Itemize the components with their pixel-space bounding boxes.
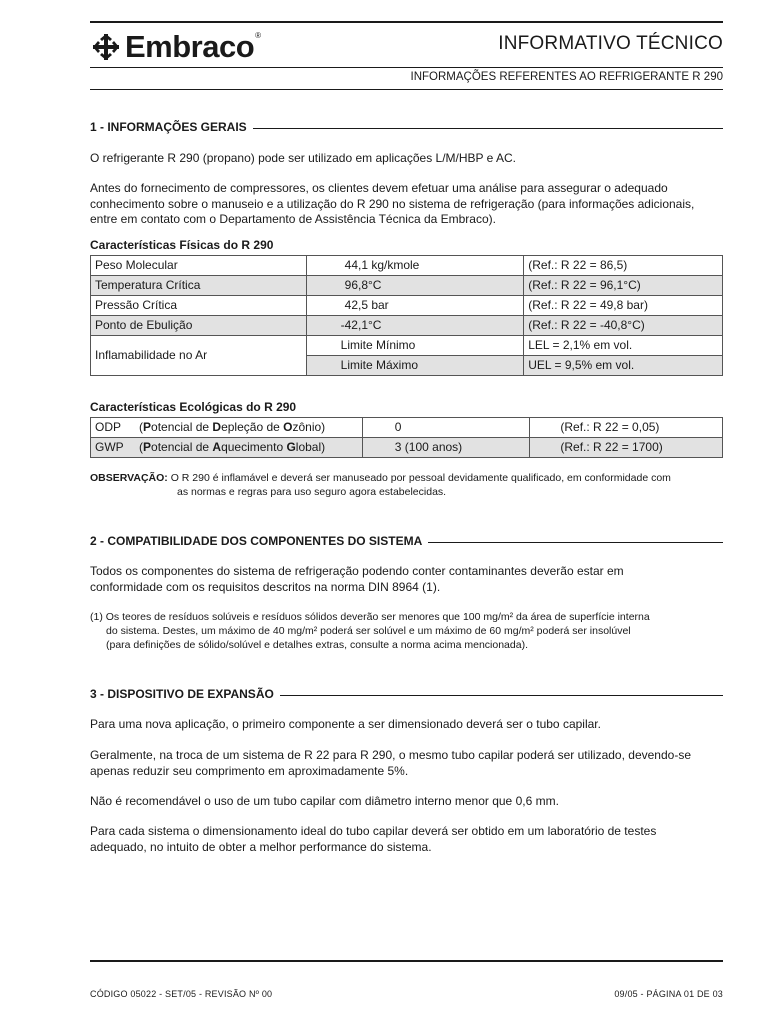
paragraph-line: adequado, no intuito de obter a melhor performance do sistema. — [90, 839, 432, 854]
paragraph-line: conhecimento sobre o manuseio e a utilização do R 290 no sistema de refrigeração (para informações adicionais, — [90, 196, 695, 211]
property-value: -42,1°C — [306, 316, 524, 336]
property-reference: (Ref.: R 22 = -40,8°C) — [524, 316, 723, 336]
property-reference: (Ref.: R 22 = 86,5) — [524, 256, 723, 276]
flammability-min-value: LEL = 2,1% em vol. — [524, 336, 723, 356]
observation-line: O R 290 é inflamável e deverá ser manuseado por pessoal devidamente qualificado, em conformidade com — [170, 472, 671, 484]
section-1-rule — [253, 128, 723, 129]
section-3-paragraph-4 — [90, 824, 730, 855]
section-2-title: 2 - COMPATIBILIDADE DOS COMPONENTES DO SISTEMA — [90, 534, 423, 548]
physical-properties-title: Características Físicas do R 290 — [90, 238, 274, 252]
section-2-footnote — [90, 610, 730, 652]
section-3-paragraph-1: Para uma nova aplicação, o primeiro componente a ser dimensionado deverá ser o tubo capilar. — [90, 717, 601, 731]
property-value: 42,5 bar — [306, 296, 524, 316]
header-rule — [90, 67, 723, 68]
section-2-heading — [90, 534, 723, 548]
paragraph-line: Para cada sistema o dimensionamento ideal do tubo capilar deverá ser obtido em um laboratório de testes — [90, 824, 657, 838]
paragraph-line: entre em contato com o Departamento de Assistência Técnica da Embraco). — [90, 212, 496, 226]
flammability-max-label: Limite Máximo — [306, 356, 524, 376]
embraco-logo — [90, 29, 261, 65]
table-row — [91, 316, 723, 336]
table-row — [91, 418, 723, 438]
brand-name: Embraco — [125, 29, 255, 64]
ecological-properties-table — [90, 417, 723, 458]
eco-description: ODP (Potencial de Depleção de Ozônio) — [91, 418, 363, 438]
registered-mark: ® — [255, 30, 262, 40]
section-1-title: 1 - INFORMAÇÕES GERAIS — [90, 120, 247, 134]
eco-value: 3 (100 anos) — [362, 438, 530, 458]
footer-page-number: 09/05 - PÁGINA 01 DE 03 — [614, 989, 723, 999]
paragraph-line: Todos os componentes do sistema de refrigeração podendo conter contaminantes deverão estar em — [90, 564, 624, 578]
paragraph-line: apenas reduzir seu comprimento em aproximadamente 5%. — [90, 763, 409, 778]
table-row — [91, 276, 723, 296]
table-row — [91, 336, 723, 356]
physical-properties-table — [90, 255, 723, 376]
table-row — [91, 296, 723, 316]
observation-line: as normas e regras para uso seguro agora estabelecidas. — [177, 486, 447, 498]
section-1-heading — [90, 120, 723, 134]
section-3-paragraph-2 — [90, 748, 730, 779]
table-row — [91, 256, 723, 276]
section-3-paragraph-3: Não é recomendável o uso de um tubo capilar com diâmetro interno menor que 0,6 mm. — [90, 794, 559, 808]
property-label: Ponto de Ebulição — [91, 316, 307, 336]
embraco-snowflake-icon — [90, 31, 122, 63]
section-2-rule — [428, 542, 723, 543]
section-3-rule — [280, 695, 723, 696]
eco-value: 0 — [362, 418, 530, 438]
eco-description: GWP (Potencial de Aquecimento Global) — [91, 438, 363, 458]
property-label: Temperatura Crítica — [91, 276, 307, 296]
paragraph-line: conformidade com os requisitos descritos na norma DIN 8964 (1). — [90, 579, 441, 594]
flammability-label: Inflamabilidade no Ar — [91, 336, 307, 376]
property-value: 44,1 kg/kmole — [306, 256, 524, 276]
footer-document-code: CÓDIGO 05022 - SET/05 - REVISÃO Nº 00 — [90, 989, 273, 999]
section-2-paragraph-1 — [90, 564, 730, 595]
footer-rule — [90, 960, 723, 962]
eco-reference: (Ref.: R 22 = 1700) — [530, 438, 723, 458]
property-value: 96,8°C — [306, 276, 524, 296]
eco-reference: (Ref.: R 22 = 0,05) — [530, 418, 723, 438]
ecological-properties-title: Características Ecológicas do R 290 — [90, 400, 297, 414]
eco-code: GWP — [95, 440, 124, 454]
section-3-heading — [90, 687, 723, 701]
table-row — [91, 438, 723, 458]
flammability-min-label: Limite Mínimo — [306, 336, 524, 356]
property-reference: (Ref.: R 22 = 49,8 bar) — [524, 296, 723, 316]
observation-label: OBSERVAÇÃO: — [90, 472, 168, 484]
observation-note — [90, 471, 730, 499]
paragraph-line: Geralmente, na troca de um sistema de R 22 para R 290, o mesmo tubo capilar poderá ser utilizado, devendo-se — [90, 748, 691, 762]
document-title: INFORMATIVO TÉCNICO — [498, 33, 723, 54]
footnote-line: do sistema. Destes, um máximo de 40 mg/m² poderá ser solúvel e um máximo de 60 mg/m² poderá ser insolúvel — [106, 625, 631, 637]
section-1-paragraph-1: O refrigerante R 290 (propano) pode ser utilizado em aplicações L/M/HBP e AC. — [90, 151, 516, 165]
eco-code: ODP — [95, 420, 122, 434]
property-label: Peso Molecular — [91, 256, 307, 276]
top-rule — [90, 21, 723, 23]
property-label: Pressão Crítica — [91, 296, 307, 316]
paragraph-line: Antes do fornecimento de compressores, os clientes devem efetuar uma análise para assegurar o adequado — [90, 181, 668, 195]
header-bottom-rule — [90, 89, 723, 90]
document-subtitle: INFORMAÇÕES REFERENTES AO REFRIGERANTE R 290 — [410, 71, 723, 83]
flammability-max-value: UEL = 9,5% em vol. — [524, 356, 723, 376]
footnote-line: (para definições de sólido/solúvel e detalhes extras, consulte a norma acima mencionada). — [106, 639, 528, 651]
property-reference: (Ref.: R 22 = 96,1°C) — [524, 276, 723, 296]
section-1-paragraph-2 — [90, 181, 730, 228]
section-3-title: 3 - DISPOSITIVO DE EXPANSÃO — [90, 687, 274, 701]
footnote-line: (1) Os teores de resíduos solúveis e resíduos sólidos deverão ser menores que 100 mg/m² da área de superfície interna — [90, 611, 650, 623]
